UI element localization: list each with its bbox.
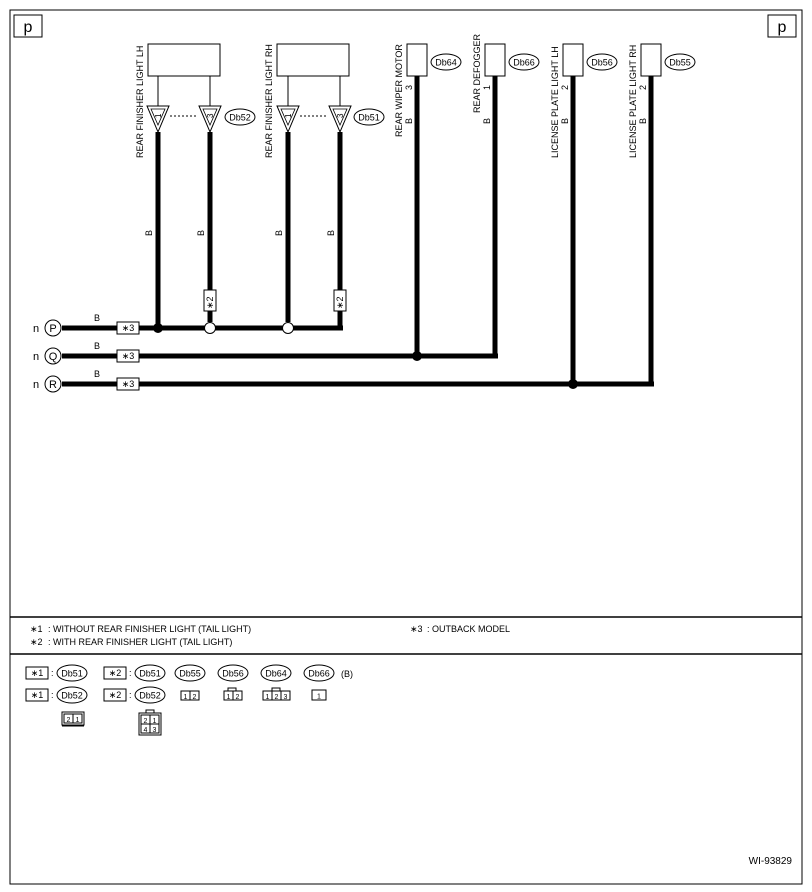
wiper-wire-color: B [404,117,414,124]
rear-defogger-label: REAR DEFOGGER [472,33,482,113]
note1-mark: ∗1 [30,624,43,634]
note3-mark: ∗3 [410,624,423,634]
face-pin: 2 [192,694,197,701]
legend-color-code: (B) [341,669,353,679]
bus-p-wire-color: B [94,313,101,323]
page-marker-right-label: p [777,19,787,36]
connector-face-db56 [224,688,242,701]
bus-q-label: Q [48,351,58,363]
bus-r [33,369,139,392]
face-pin: 1 [265,694,270,701]
note2-mark: ∗2 [30,637,43,647]
legend-db56: Db56 [222,668,244,679]
bus-q [33,341,139,364]
rear-finisher-lh-label: REAR FINISHER LIGHT LH [135,45,145,158]
legend-colon: : [129,668,132,678]
bus-q-wire-color: B [94,341,101,351]
plate-lh-pin: 2 [560,84,570,90]
connector-face-db64 [263,688,290,701]
defogger-wire-color: B [482,117,492,124]
connector-face-db52-without [62,712,84,726]
connector-db56-label: Db56 [591,57,613,68]
rf-lh-pin3-label: 3 [206,113,215,118]
rf-lh-pin1-connector [147,106,169,132]
bus-r-wire-color: B [94,369,101,379]
legend-colon: : [51,668,54,678]
drop4-wire-color: B [326,229,336,236]
star2-marker-rh-label: ∗2 [335,296,345,309]
page-marker-right [768,15,796,37]
connector-db51 [354,109,384,125]
legend-r2-star2: ∗2 [108,690,122,700]
rear-wiper-motor-box [407,44,427,76]
legend-db51: Db51 [139,668,161,679]
face-pin: 3 [152,727,157,734]
connector-face-db55 [181,691,199,701]
connector-face-db66 [312,690,326,701]
rear-defogger-box [485,44,505,76]
face-pin: 2 [274,694,279,701]
bus-q-prefix: n [33,351,40,363]
legend-db52: Db52 [139,690,161,701]
rear-finisher-rh-label: REAR FINISHER LIGHT RH [264,44,274,158]
rf-rh-pin3-label: 3 [336,113,345,118]
connector-db56 [587,54,617,70]
figure-id: WI-93829 [748,856,792,867]
connector-db55 [665,54,695,70]
star2-marker-lh-label: ∗2 [205,296,215,309]
drop2-wire-color: B [196,229,206,236]
junction-open [205,323,216,334]
connector-legend [26,665,353,735]
junction-dot [412,351,422,361]
page-marker-left [14,15,42,37]
bus-p-label: P [49,323,57,335]
rear-finisher-rh-box [277,44,349,76]
face-pin: 2 [143,718,148,725]
rear-finisher-lh-box [148,44,220,76]
plate-rh-wire-color: B [638,117,648,124]
bus-r-label: R [49,379,57,391]
rf-rh-pin1-connector [277,106,299,132]
bus-r-star3: ∗3 [121,379,135,389]
bus-p-star3: ∗3 [121,323,135,333]
legend-colon: : [129,690,132,700]
face-pin: 1 [226,694,231,701]
note1-text: : WITHOUT REAR FINISHER LIGHT (TAIL LIGHT) [48,624,252,634]
bus-p [33,313,139,336]
junction-dot [568,379,578,389]
license-plate-rh-label: LICENSE PLATE LIGHT RH [628,44,638,158]
note2-text: : WITH REAR FINISHER LIGHT (TAIL LIGHT) [48,637,233,647]
face-pin: 2 [66,717,71,724]
rf-lh-pin3-connector [199,106,221,132]
junction-dot [153,323,163,333]
license-plate-lh-box [563,44,583,76]
rear-wiper-motor-label: REAR WIPER MOTOR [394,44,404,137]
page-marker-left-label: p [23,19,33,36]
junction-open [283,323,294,334]
note3-text: : OUTBACK MODEL [427,624,511,634]
plate-lh-wire-color: B [560,117,570,124]
rf-lh-pin1-label: 1 [154,113,163,118]
connector-db51-label: Db51 [358,112,380,123]
drop1-wire-color: B [144,229,154,236]
legend-db66: Db66 [308,668,330,679]
connector-db52-label: Db52 [229,112,251,123]
face-pin: 1 [75,717,80,724]
bus-q-star3: ∗3 [121,351,135,361]
drop3-wire-color: B [274,229,284,236]
plate-rh-pin: 2 [638,84,648,90]
legend-r1-star2: ∗2 [108,668,122,678]
legend-db51: Db51 [61,668,83,679]
legend-r2-star1: ∗1 [30,690,44,700]
connector-face-db52-with [139,710,161,735]
star2-marker-lh [204,290,216,311]
connector-db52 [225,109,255,125]
legend-r1-star1: ∗1 [30,668,44,678]
star2-marker-rh [334,290,346,311]
legend-db64: Db64 [265,668,287,679]
face-pin: 4 [143,727,148,734]
face-pin: 1 [152,718,157,725]
face-pin: 2 [235,694,240,701]
connector-db64-label: Db64 [435,57,457,68]
connector-db64 [431,54,461,70]
bus-r-prefix: n [33,379,40,391]
rf-rh-pin1-label: 1 [284,113,293,118]
license-plate-rh-box [641,44,661,76]
legend-db52: Db52 [61,690,83,701]
connector-db66 [509,54,539,70]
bus-p-prefix: n [33,323,40,335]
legend-db55: Db55 [179,668,201,679]
connector-db66-label: Db66 [513,57,535,68]
wiper-pin: 3 [404,84,414,90]
notes [30,624,510,647]
diagram-frame [10,10,802,884]
legend-colon: : [51,690,54,700]
license-plate-lh-label: LICENSE PLATE LIGHT LH [550,46,560,158]
connector-db55-label: Db55 [669,57,691,68]
face-pin: 1 [183,694,188,701]
rf-rh-pin3-connector [329,106,351,132]
face-pin: 3 [283,694,288,701]
face-pin: 1 [317,693,321,701]
defogger-pin: 1 [482,84,492,90]
